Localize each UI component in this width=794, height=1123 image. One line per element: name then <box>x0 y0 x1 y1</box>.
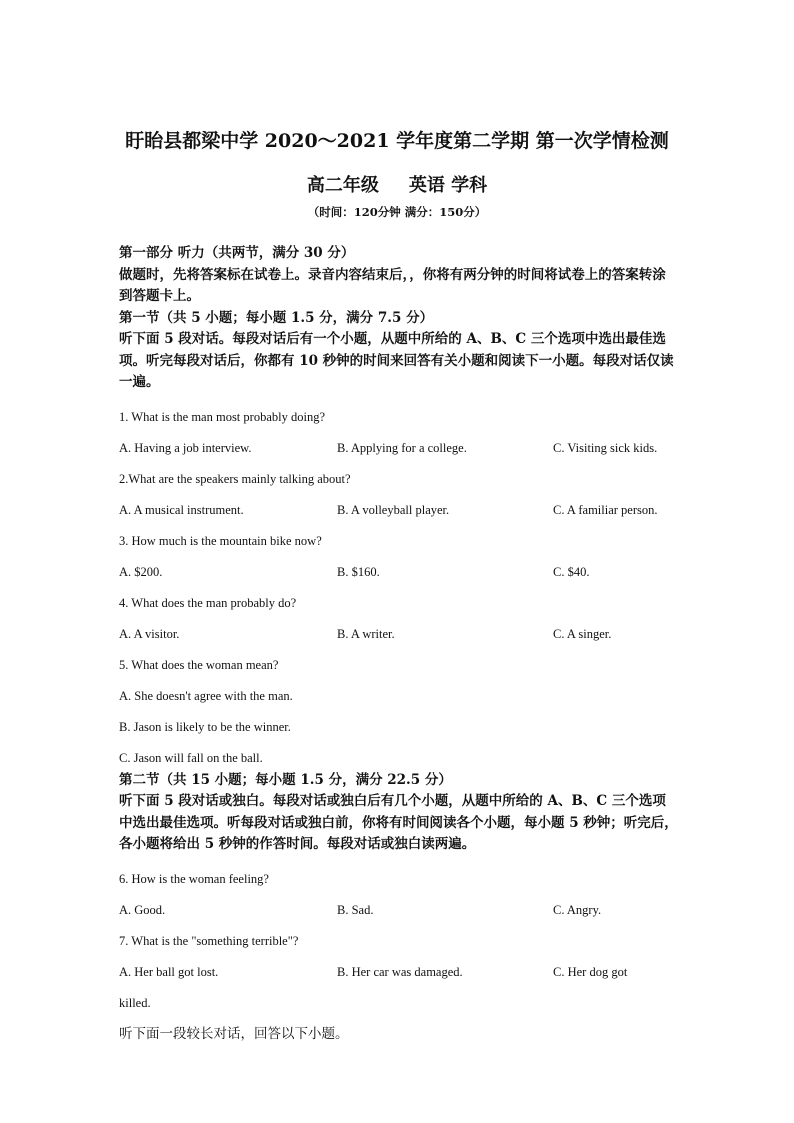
question-6-stem: 6. How is the woman feeling? <box>119 871 269 886</box>
option-c: C. A singer. <box>553 626 612 641</box>
option-c: C. A familiar person. <box>553 502 658 517</box>
part1-instruction: 做题时，先将答案标在试卷上。录音内容结束后，，你将有两分钟的时间将试卷上的答案转涂到答题卡上。 <box>119 266 666 304</box>
subject-label: 英语 学科 <box>408 175 488 196</box>
question-5-option-a: A. She doesn't agree with the man. <box>119 688 293 703</box>
option-b: B. A volleyball player. <box>337 502 450 517</box>
option-c: C. $40. <box>553 564 590 579</box>
question-3-stem: 3. How much is the mountain bike now? <box>119 533 322 548</box>
option-a: A. A visitor. <box>119 626 180 641</box>
section1-instruction: 听下面 5 段对话。每段对话后有一个小题，从题中所给的 A、B、C 三个选项中选出最佳选项。听完每段对话后，你都有 10 秒钟的时间来回答有关小题和阅读下一小题。每段对话仅读一遍。 <box>119 331 674 390</box>
question-5-stem: 5. What does the woman mean? <box>119 657 279 672</box>
exam-title: 盱眙县都梁中学 2020～2021 学年度第二学期 第一次学情检测 <box>125 130 669 152</box>
part1-heading: 第一部分 听力（共两节，满分 30 分） <box>119 245 355 261</box>
exam-subtitle <box>0 171 794 197</box>
question-7-options <box>119 964 679 980</box>
option-a: A. A musical instrument. <box>119 502 244 517</box>
question-5-option-b: B. Jason is likely to be the winner. <box>119 719 291 734</box>
section1-heading: 第一节（共 5 小题；每小题 1.5 分，满分 7.5 分） <box>119 309 434 326</box>
exam-content <box>119 243 679 1042</box>
option-b: B. Sad. <box>337 902 374 917</box>
question-6-options <box>119 902 679 918</box>
option-c: C. Angry. <box>553 902 602 917</box>
question-3-options <box>119 564 679 580</box>
option-b: B. Applying for a college. <box>337 440 467 455</box>
question-1-options <box>119 440 679 456</box>
section2-heading: 第二节（共 15 小题；每小题 1.5 分，满分 22.5 分） <box>119 771 452 788</box>
question-5-option-c: C. Jason will fall on the ball. <box>119 750 263 765</box>
option-a: A. Good. <box>119 902 166 917</box>
question-1-stem: 1. What is the man most probably doing? <box>119 409 325 424</box>
option-c: C. Visiting sick kids. <box>553 440 658 455</box>
exam-meta: （时间：120分钟 满分：150分） <box>307 205 487 219</box>
option-a: A. Her ball got lost. <box>119 964 219 979</box>
section2-instruction: 听下面 5 段对话或独白。每段对话或独白后有几个小题，从题中所给的 A、B、C 三个选项中选出最佳选项。听每段对话或独白前，你将有时间阅读各个小题，每小题 5 秒钟；听完后，各小题将给出 5 秒钟的作答时间。每段对话或独白读两遍。 <box>119 793 678 852</box>
option-a: A. $200. <box>119 564 163 579</box>
question-7-stem: 7. What is the "something terrible"? <box>119 933 299 948</box>
followup-instruction: 听下面一段较长对话，回答以下小题。 <box>119 1025 349 1041</box>
option-b: B. A writer. <box>337 626 395 641</box>
question-2-stem: 2.What are the speakers mainly talking about? <box>119 471 351 486</box>
question-4-options <box>119 626 679 642</box>
option-b: B. $160. <box>337 564 380 579</box>
option-c: C. Her dog got <box>553 964 628 979</box>
question-2-options <box>119 502 679 518</box>
option-b: B. Her car was damaged. <box>337 964 463 979</box>
question-4-stem: 4. What does the man probably do? <box>119 595 297 610</box>
grade-label: 高二年级 <box>306 175 379 196</box>
option-a: A. Having a job interview. <box>119 440 252 455</box>
question-7-option-c-wrap: killed. <box>119 995 151 1010</box>
